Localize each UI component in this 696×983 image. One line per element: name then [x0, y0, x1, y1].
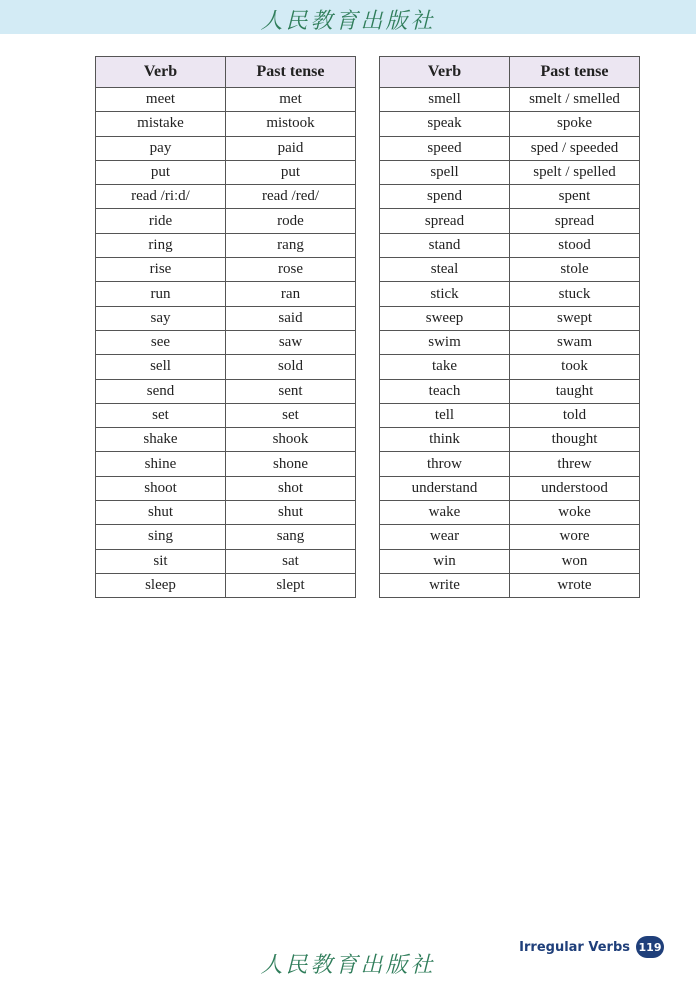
irregular-verbs-table-right: [379, 56, 640, 598]
past-tense-cell: spread: [510, 209, 640, 233]
verb-column-header: Verb: [380, 57, 510, 88]
past-tense-cell: stole: [510, 258, 640, 282]
verb-cell: take: [380, 355, 510, 379]
past-tense-cell: said: [226, 306, 356, 330]
past-tense-cell: swam: [510, 330, 640, 354]
table-row: [96, 525, 356, 549]
section-title: Irregular Verbs: [519, 939, 630, 955]
verb-cell: put: [96, 160, 226, 184]
table-row: [380, 282, 640, 306]
verb-cell: write: [380, 573, 510, 597]
verb-cell: sell: [96, 355, 226, 379]
verb-cell: read /riːd/: [96, 185, 226, 209]
table-row: [96, 403, 356, 427]
past-tense-cell: threw: [510, 452, 640, 476]
table-row: [96, 355, 356, 379]
past-tense-cell: stood: [510, 233, 640, 257]
verb-cell: wear: [380, 525, 510, 549]
past-tense-cell: saw: [226, 330, 356, 354]
table-row: [96, 306, 356, 330]
table-row: [380, 525, 640, 549]
verb-cell: understand: [380, 476, 510, 500]
past-tense-cell: paid: [226, 136, 356, 160]
verb-cell: throw: [380, 452, 510, 476]
verb-cell: shoot: [96, 476, 226, 500]
table-row: [96, 501, 356, 525]
past-tense-cell: mistook: [226, 112, 356, 136]
table-row: [96, 573, 356, 597]
past-tense-cell: shone: [226, 452, 356, 476]
table-row: [380, 88, 640, 112]
table-row: [96, 136, 356, 160]
past-tense-cell: told: [510, 403, 640, 427]
table-row: [380, 355, 640, 379]
verb-cell: speak: [380, 112, 510, 136]
verb-cell: spell: [380, 160, 510, 184]
past-tense-cell: wrote: [510, 573, 640, 597]
past-tense-cell: wore: [510, 525, 640, 549]
past-tense-cell: spelt / spelled: [510, 160, 640, 184]
past-tense-cell: sat: [226, 549, 356, 573]
past-tense-cell: sang: [226, 525, 356, 549]
table-row: [380, 403, 640, 427]
verb-cell: stand: [380, 233, 510, 257]
past-tense-cell: sent: [226, 379, 356, 403]
table-row: [380, 306, 640, 330]
verb-cell: shine: [96, 452, 226, 476]
irregular-verbs-table-left: [95, 56, 356, 598]
table-row: [96, 112, 356, 136]
verb-cell: win: [380, 549, 510, 573]
publisher-logo-top: 人民教育出版社: [260, 9, 436, 34]
past-tense-cell: sold: [226, 355, 356, 379]
verb-cell: shut: [96, 501, 226, 525]
table-row: [96, 282, 356, 306]
verb-cell: rise: [96, 258, 226, 282]
table-row: [380, 428, 640, 452]
past-tense-cell: swept: [510, 306, 640, 330]
table-row: [380, 136, 640, 160]
verb-cell: wake: [380, 501, 510, 525]
verb-cell: sing: [96, 525, 226, 549]
past-tense-cell: rang: [226, 233, 356, 257]
verb-cell: send: [96, 379, 226, 403]
verb-cell: sleep: [96, 573, 226, 597]
past-tense-cell: shot: [226, 476, 356, 500]
past-tense-cell: understood: [510, 476, 640, 500]
past-tense-cell: shut: [226, 501, 356, 525]
past-tense-cell: rode: [226, 209, 356, 233]
verb-cell: smell: [380, 88, 510, 112]
past-tense-column-header: Past tense: [510, 57, 640, 88]
publisher-logo-bottom: 人民教育出版社: [260, 953, 436, 978]
past-tense-cell: thought: [510, 428, 640, 452]
past-tense-cell: stuck: [510, 282, 640, 306]
past-tense-cell: smelt / smelled: [510, 88, 640, 112]
verb-cell: steal: [380, 258, 510, 282]
past-tense-cell: spent: [510, 185, 640, 209]
past-tense-cell: rose: [226, 258, 356, 282]
past-tense-cell: took: [510, 355, 640, 379]
past-tense-cell: shook: [226, 428, 356, 452]
verb-cell: spend: [380, 185, 510, 209]
verb-cell: meet: [96, 88, 226, 112]
table-row: [96, 452, 356, 476]
table-row: [380, 501, 640, 525]
verb-cell: teach: [380, 379, 510, 403]
past-tense-cell: woke: [510, 501, 640, 525]
verb-cell: sweep: [380, 306, 510, 330]
past-tense-cell: read /red/: [226, 185, 356, 209]
verb-cell: say: [96, 306, 226, 330]
past-tense-cell: met: [226, 88, 356, 112]
verb-cell: see: [96, 330, 226, 354]
table-row: [96, 88, 356, 112]
page-number-badge: 119: [636, 936, 664, 958]
table-row: [96, 428, 356, 452]
verb-cell: think: [380, 428, 510, 452]
past-tense-cell: ran: [226, 282, 356, 306]
table-row: [96, 476, 356, 500]
table-row: [380, 573, 640, 597]
table-row: [96, 379, 356, 403]
table-row: [380, 209, 640, 233]
table-row: [96, 209, 356, 233]
table-row: [96, 258, 356, 282]
table-header-row: [380, 57, 640, 88]
table-row: [96, 160, 356, 184]
table-row: [96, 549, 356, 573]
verb-cell: stick: [380, 282, 510, 306]
table-row: [380, 549, 640, 573]
verb-cell: pay: [96, 136, 226, 160]
verb-cell: spread: [380, 209, 510, 233]
table-row: [380, 452, 640, 476]
table-row: [380, 330, 640, 354]
table-row: [380, 379, 640, 403]
table-row: [380, 185, 640, 209]
verb-cell: mistake: [96, 112, 226, 136]
verb-cell: ring: [96, 233, 226, 257]
verb-column-header: Verb: [96, 57, 226, 88]
past-tense-column-header: Past tense: [226, 57, 356, 88]
table-row: [380, 160, 640, 184]
table-header-row: [96, 57, 356, 88]
verb-cell: shake: [96, 428, 226, 452]
table-row: [380, 233, 640, 257]
table-row: [380, 476, 640, 500]
table-row: [380, 258, 640, 282]
verb-cell: speed: [380, 136, 510, 160]
table-row: [96, 330, 356, 354]
past-tense-cell: put: [226, 160, 356, 184]
verb-cell: set: [96, 403, 226, 427]
past-tense-cell: taught: [510, 379, 640, 403]
verb-cell: tell: [380, 403, 510, 427]
past-tense-cell: set: [226, 403, 356, 427]
table-row: [96, 185, 356, 209]
past-tense-cell: spoke: [510, 112, 640, 136]
table-row: [380, 112, 640, 136]
past-tense-cell: sped / speeded: [510, 136, 640, 160]
verb-cell: run: [96, 282, 226, 306]
verb-cell: ride: [96, 209, 226, 233]
past-tense-cell: won: [510, 549, 640, 573]
verb-cell: swim: [380, 330, 510, 354]
past-tense-cell: slept: [226, 573, 356, 597]
verb-cell: sit: [96, 549, 226, 573]
table-row: [96, 233, 356, 257]
